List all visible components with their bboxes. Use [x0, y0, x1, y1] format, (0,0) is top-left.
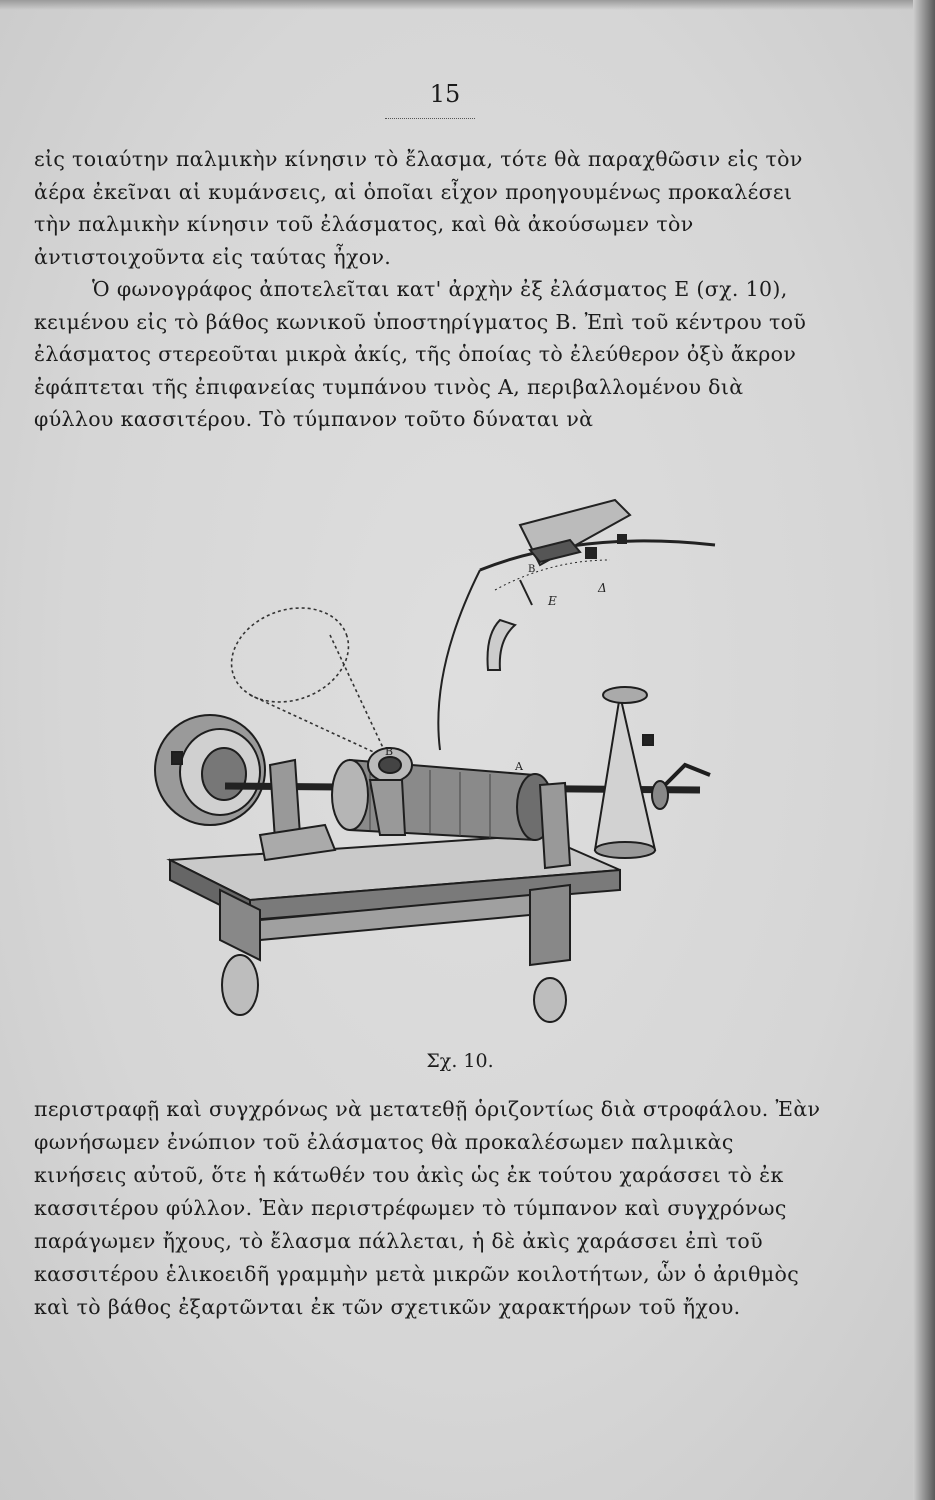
- paragraph-1: εἰς τοιαύτην παλμικὴν κίνησιν τὸ ἔλασμα, τότε θὰ παραχθῶσιν εἰς τὸν ἀέρα ἐκεῖναι αἱ κυμάνσεις, αἱ ὁποῖαι εἶχον προηγουμένως προκαλέσει τὴν παλμικὴν κίνησιν τοῦ ἐλάσματος, καὶ θὰ ἀκούσωμεν τὸν ἀντιστοιχοῦντα εἰς ταύτας ἦχον.: [34, 147, 803, 269]
- label-e: Ε: [548, 594, 557, 608]
- page-number: 15: [429, 80, 461, 108]
- phonograph-illustration: [140, 490, 740, 1030]
- page-edge-shadow: [913, 0, 935, 1500]
- conical-stand: [595, 687, 655, 858]
- label-delta: Δ: [598, 581, 607, 595]
- label-b: Β: [385, 745, 394, 758]
- paragraph-3: περιστραφῇ καὶ συγχρόνως νὰ μετατεθῇ ὁριζοντίως διὰ στροφάλου. Ἐὰν φωνήσωμεν ἐνώπιον τοῦ ἐλάσματος θὰ προκαλέσωμεν παλμικὰς κινήσεις αὐτοῦ, ὅτε ἡ κάτωθέν του ἀκὶς ὡς ἐκ τούτου χαράσσει τὸ ἐκ κασσιτέρου φύλλον. Ἐὰν περιστρέφωμεν τὸ τύμπανον καὶ συγχρόνως παράγωμεν ἤχους, τὸ ἔλασμα πάλλεται, ἡ δὲ ἀκὶς χαράσσει ἐπὶ τοῦ κασσιτέρου ἑλικοειδῆ γραμμὴν μετὰ μικρῶν κοιλοτήτων, ὧν ὁ ἀριθμὸς καὶ τὸ βάθος ἐξαρτῶνται ἐκ τῶν σχετικῶν χαρακτήρων τοῦ ἤχου.: [34, 1097, 821, 1319]
- label-b-small: Β: [528, 564, 536, 575]
- inset-detail-drawing: [438, 500, 715, 750]
- page-number-rule: [385, 118, 475, 119]
- paragraph-2: Ὁ φωνογράφος ἀποτελεῖται κατ' ἀρχὴν ἐξ ἐλάσματος Ε (σχ. 10), κειμένου εἰς τὸ βάθος κωνικοῦ ὑποστηρίγματος Β. Ἐπὶ τοῦ κέντρου τοῦ ἐλάσματος στερεοῦται μικρὰ ἀκίς, τῆς ὁποίας τὸ ἐλεύθερον ὀξὺ ἄκρον ἐφάπτεται τῆς ἐπιφανείας τυμπάνου τινὸς Α, περιβαλλομένου διὰ φύλλου κασσιτέρου. Τὸ τύμπανον τοῦτο δύναται νὰ: [34, 277, 807, 431]
- text-block-top: [34, 143, 824, 436]
- text-block-bottom: [34, 1093, 824, 1324]
- figure-caption: Σχ. 10.: [426, 1050, 494, 1072]
- label-a: Α: [515, 760, 523, 773]
- page-top-shadow: [0, 0, 935, 10]
- left-support: [260, 760, 335, 860]
- flywheel: [155, 715, 265, 825]
